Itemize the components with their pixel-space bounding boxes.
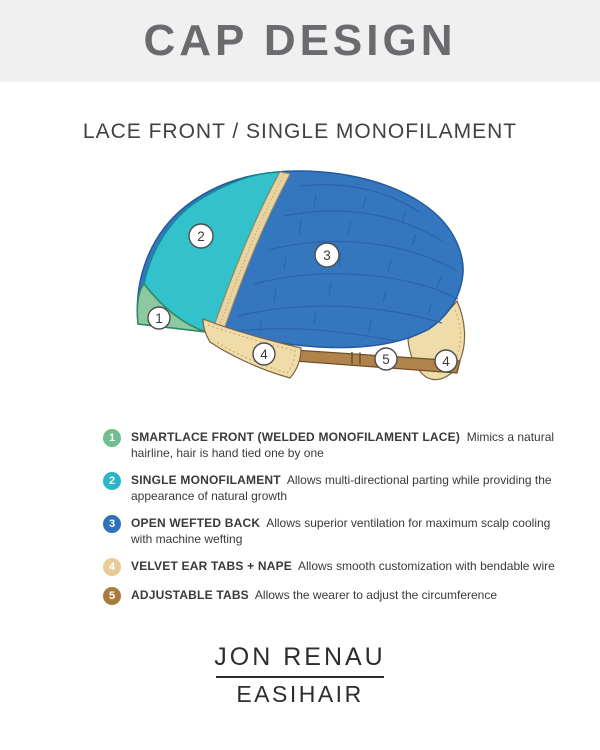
- cap-diagram-svg: [126, 164, 471, 399]
- legend-description-5: Allows the wearer to adjust the circumference: [254, 588, 498, 602]
- legend-item-velvet-ear-tabs: [103, 558, 563, 576]
- legend-description-3: Allows superior ventilation for maximum scalp cooling with machine wefting: [131, 516, 551, 546]
- legend-text-4: [131, 558, 561, 574]
- legend: [103, 429, 563, 605]
- cap-diagram: [0, 164, 600, 399]
- legend-number-badge-3: [103, 515, 121, 533]
- legend-text-1: [131, 429, 561, 461]
- cap-style-subtitle: LACE FRONT / SINGLE MONOFILAMENT: [82, 120, 518, 143]
- callout-label-5: 5: [382, 352, 390, 367]
- legend-description-4: Allows smooth customization with bendable wire: [298, 559, 555, 573]
- legend-text-2: [131, 472, 561, 504]
- legend-description-2: Allows multi-directional parting while providing the appearance of natural growth: [131, 473, 552, 503]
- callout-label-4-left: 4: [260, 347, 268, 362]
- legend-number-badge-2: [103, 472, 121, 490]
- callout-label-2: 2: [197, 229, 205, 244]
- brand-divider-line: [216, 676, 384, 678]
- legend-description-1: Mimics a natural hairline, hair is hand tied one by one: [131, 430, 555, 460]
- legend-number-1: 1: [108, 432, 116, 444]
- legend-number-badge-1: [103, 429, 121, 447]
- legend-item-single-monofilament: [103, 472, 563, 504]
- legend-number-badge-4: [103, 558, 121, 576]
- legend-number-5: 5: [108, 590, 116, 602]
- legend-title-1: SMARTLACE FRONT (WELDED MONOFILAMENT LACE): [131, 430, 461, 444]
- legend-title-2: SINGLE MONOFILAMENT: [131, 473, 281, 487]
- legend-title-4: VELVET EAR TABS + NAPE: [131, 559, 292, 573]
- legend-item-adjustable-tabs: [103, 587, 563, 605]
- legend-text-5: [131, 587, 561, 603]
- brand-name-jon-renau: JON RENAU: [214, 643, 386, 671]
- brand-name-easihair: EASIHAIR: [236, 681, 364, 707]
- callout-label-3: 3: [323, 248, 331, 263]
- legend-number-2: 2: [108, 475, 116, 487]
- page-title: CAP DESIGN: [143, 16, 457, 65]
- header-band: [0, 0, 600, 82]
- legend-text-3: [131, 515, 561, 547]
- legend-title-5: ADJUSTABLE TABS: [131, 588, 249, 602]
- legend-title-3: OPEN WEFTED BACK: [131, 516, 261, 530]
- legend-item-smartlace-front: [103, 429, 563, 461]
- callout-label-4-right: 4: [442, 354, 450, 369]
- callout-label-1: 1: [155, 311, 163, 326]
- legend-number-badge-5: [103, 587, 121, 605]
- legend-number-3: 3: [108, 518, 116, 530]
- legend-item-open-wefted-back: [103, 515, 563, 547]
- legend-number-4: 4: [108, 561, 116, 573]
- brand-logo: [0, 643, 600, 708]
